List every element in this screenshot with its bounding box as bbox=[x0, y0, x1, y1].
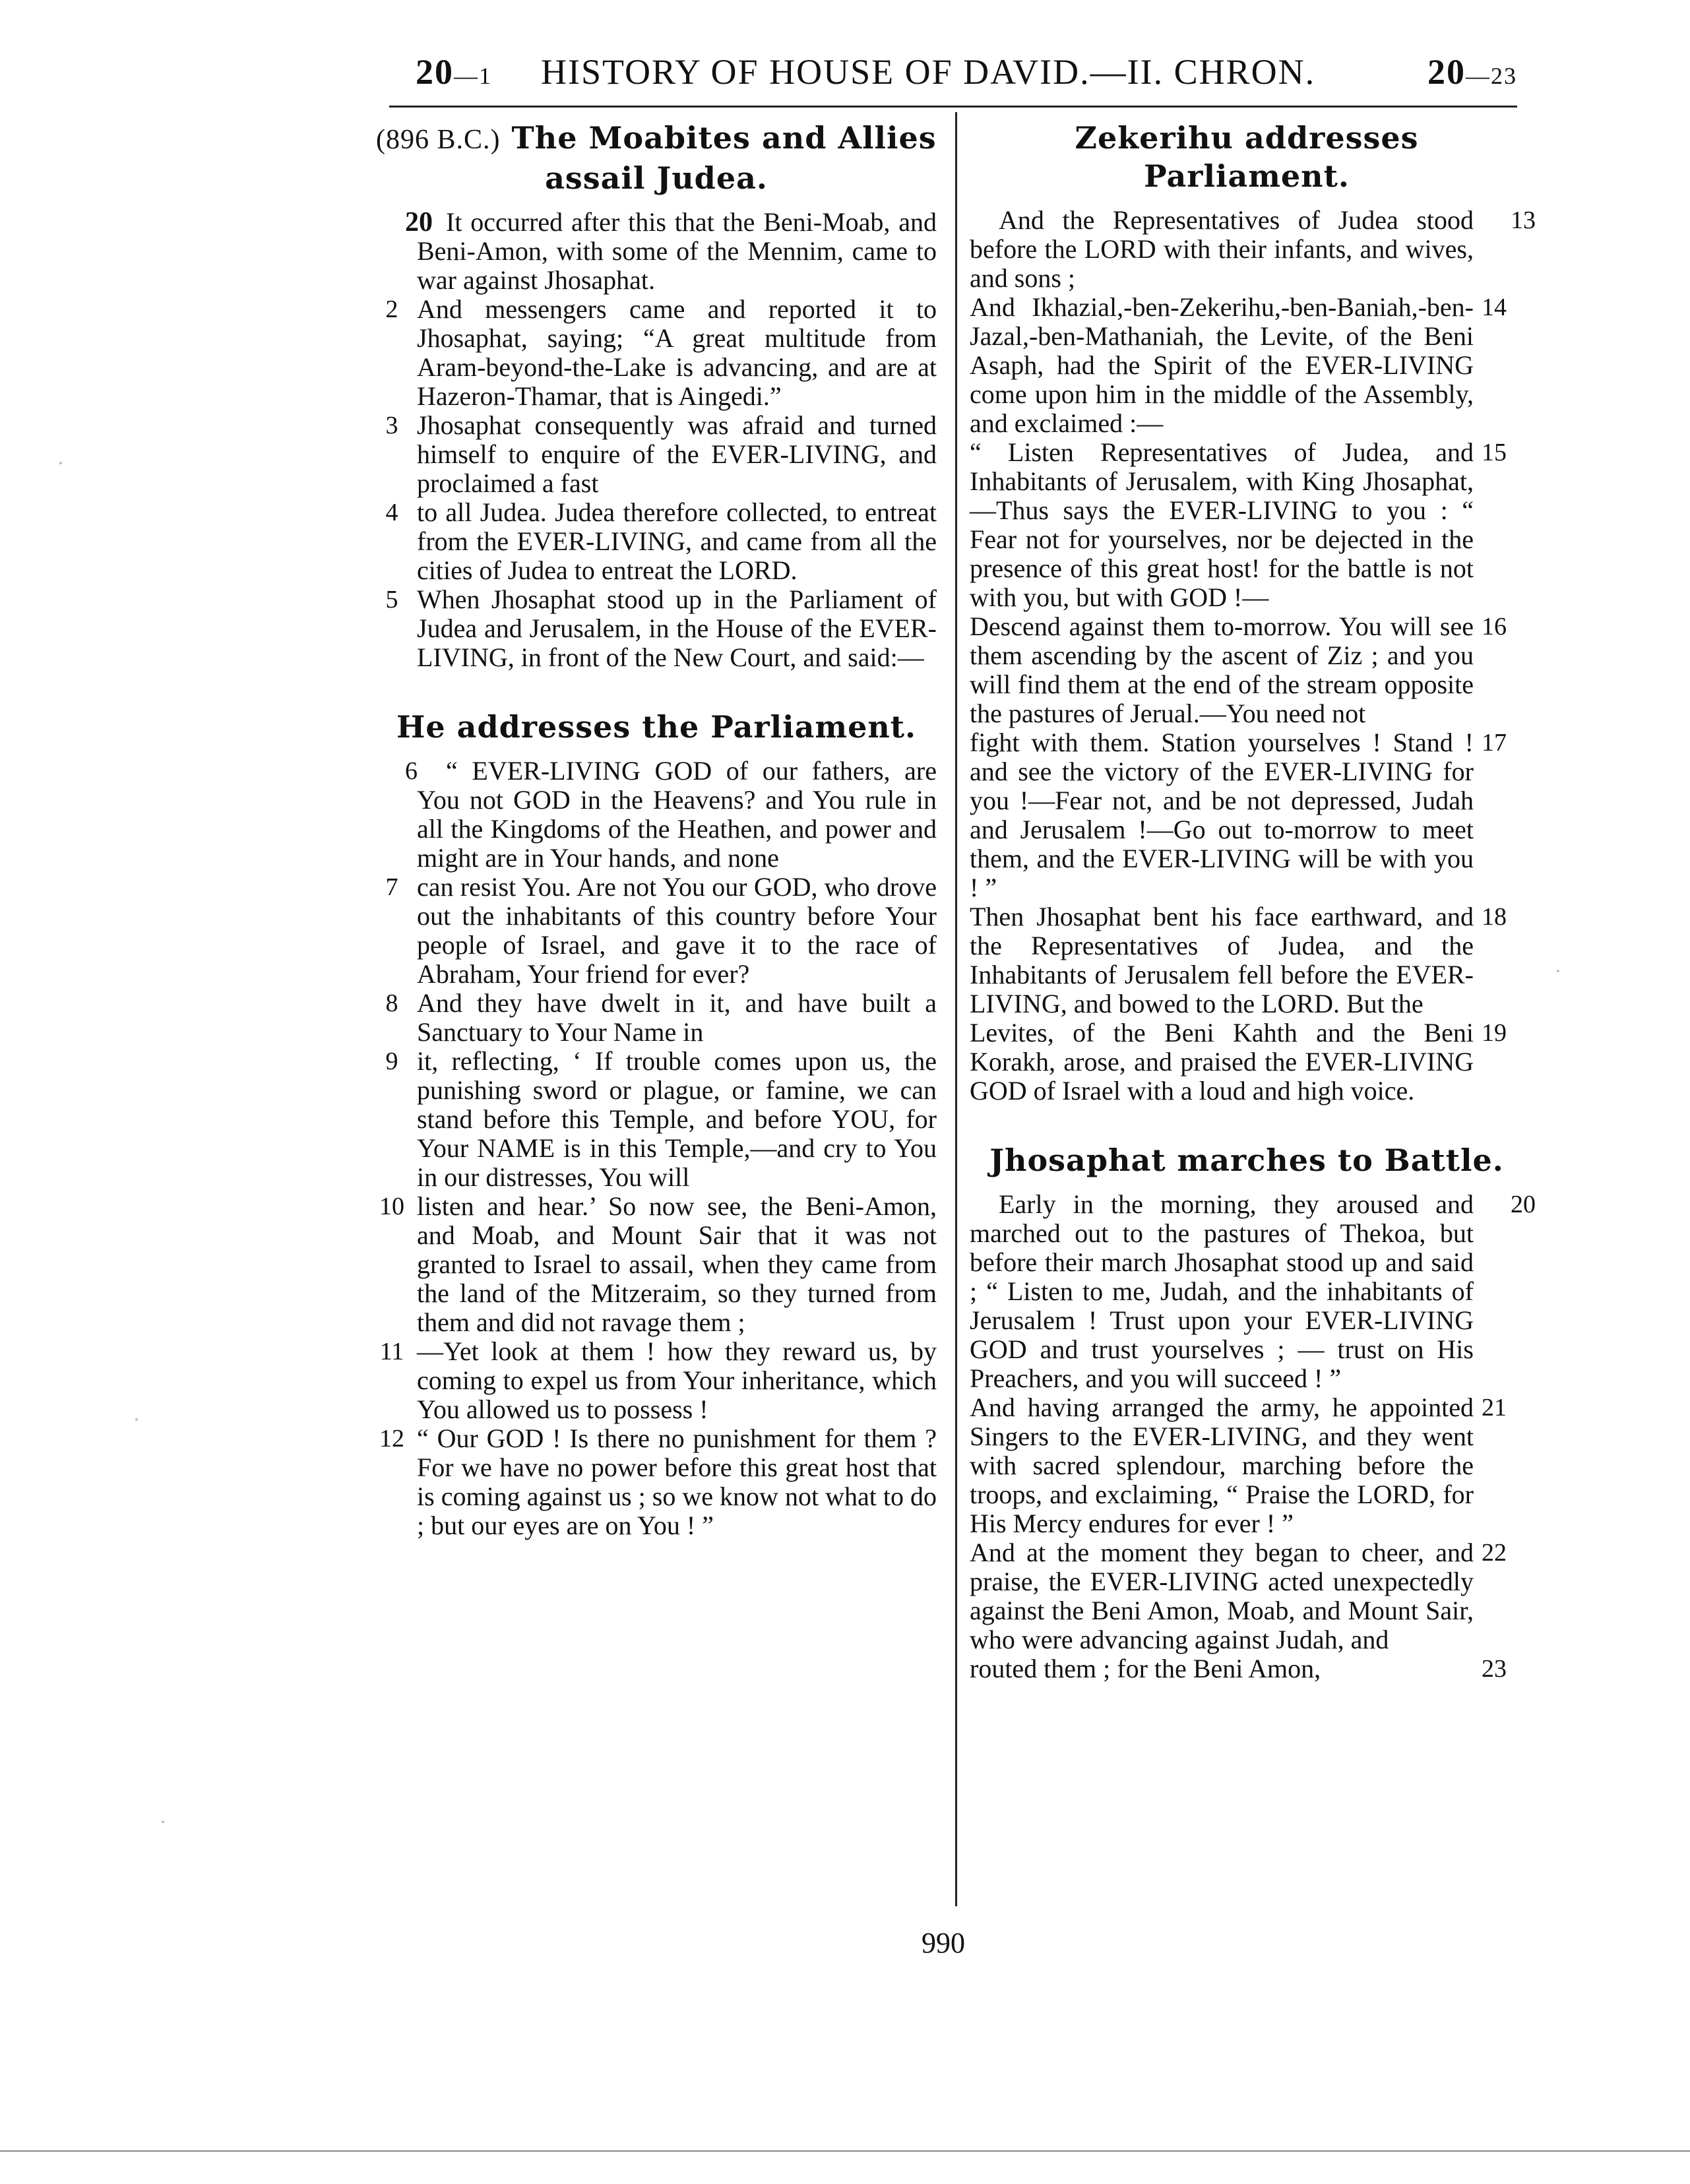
heading-date: (896 B.C.) bbox=[376, 125, 501, 155]
heading-title-line2: assail Judea. bbox=[545, 160, 768, 196]
verse-text: “ Listen Representatives of Judea, and Inhabitants of Jerusalem, with King Jhosaphat,—Thus says the EVER-LIVING to you : “ Fear not for yourselves, nor be dejected in the presence of this great host! for the battle is not with you, but with GOD !— bbox=[970, 437, 1474, 612]
verse-text: routed them ; for the Beni Amon, bbox=[970, 1654, 1321, 1683]
verse bbox=[376, 1192, 937, 1337]
verse bbox=[970, 438, 1524, 612]
verse-number: 19 bbox=[1482, 1019, 1507, 1047]
verse-text: And they have dwelt in it, and have built a Sanctuary to Your Name in bbox=[417, 988, 937, 1047]
verse-number: 15 bbox=[1482, 439, 1507, 466]
verse-text: Jhosaphat consequently was afraid and turned himself to enquire of the EVER-LIVING, and proclaimed a fast bbox=[417, 410, 937, 498]
verse-text: And Ikhazial,-ben-Zekerihu,-ben-Baniah,-ben-Jazal,-ben-Mathaniah, the Levite, of the Beni Asaph, had the Spirit of the EVER-LIVING come upon him in the middle of the Assembly, and exclaimed :— bbox=[970, 292, 1474, 438]
verse-text: When Jhosaphat stood up in the Parliament of Judea and Jerusalem, in the House of the EVER-LIVING, in front of the New Court, and said:— bbox=[417, 584, 937, 672]
verse-text: “ Our GOD ! Is there no punishment for them ? For we have no power before this great host that is coming against us ; so we know not what to do ; but our eyes are on You ! ” bbox=[417, 1423, 937, 1540]
verse-text: And at the moment they began to cheer, and praise, the EVER-LIVING acted unexpectedly against the Beni Amon, Moab, and Mount Sair, who were advancing against Judah, and bbox=[970, 1538, 1474, 1654]
page-number: 990 bbox=[922, 1927, 965, 1959]
verse bbox=[970, 1393, 1524, 1538]
verse-number: 20 bbox=[1511, 1191, 1536, 1218]
heading-title: The Moabites and Allies bbox=[511, 120, 937, 156]
right-column bbox=[970, 119, 1536, 1683]
verse-list bbox=[970, 1189, 1536, 1683]
column-divider bbox=[955, 112, 957, 1906]
verse-number: 4 bbox=[385, 499, 398, 526]
scan-speck bbox=[135, 1418, 138, 1421]
verse bbox=[376, 208, 937, 295]
header-left-reference: 20—1 bbox=[416, 52, 492, 92]
verse-number: 23 bbox=[1482, 1655, 1507, 1683]
verse bbox=[376, 1047, 937, 1192]
verse-text: listen and hear.’ So now see, the Beni-Amon, and Moab, and Mount Sair that it was not granted to Israel to assail, when they came from the land of the Mitzeraim, so they turned from them and did not ravage them ; bbox=[417, 1191, 937, 1337]
verse-number: 22 bbox=[1482, 1539, 1507, 1567]
verse bbox=[376, 1424, 937, 1540]
verse-number: 5 bbox=[385, 586, 398, 613]
verse-number: 6 bbox=[405, 757, 418, 785]
verse-number: 12 bbox=[379, 1425, 404, 1452]
verse-number: 10 bbox=[379, 1193, 404, 1220]
verse-number: 13 bbox=[1511, 206, 1536, 234]
verse-text: —Yet look at them ! how they reward us, by coming to expel us from Your inheritance, which You allowed us to possess ! bbox=[417, 1336, 937, 1424]
verse-number: 17 bbox=[1482, 729, 1507, 757]
left-column bbox=[376, 119, 937, 1540]
verse bbox=[970, 902, 1524, 1018]
verse-number: 16 bbox=[1482, 613, 1507, 640]
verse-number: 7 bbox=[385, 873, 398, 901]
verse-number: 2 bbox=[385, 296, 398, 323]
verse-text: And messengers came and reported it to Jhosaphat, saying; “A great multitude from Aram-beyond-the-Lake is advancing, and are at Hazeron-Thamar, that is Aingedi.” bbox=[417, 294, 937, 411]
verse bbox=[376, 585, 937, 672]
verse-text: Levites, of the Beni Kahth and the Beni Korakh, arose, and praised the EVER-LIVING GOD of Israel with a loud and high voice. bbox=[970, 1018, 1474, 1106]
verse-text: And having arranged the army, he appointed Singers to the EVER-LIVING, and they went with sacred splendour, marching before the troops, and exclaiming, “ Praise the LORD, for His Mercy endures for ever ! ” bbox=[970, 1392, 1474, 1538]
verse-text: “ EVER-LIVING GOD of our fathers, are You not GOD in the Heavens? and You rule in all the Kingdoms of the Heathen, and power and might are in Your hands, and none bbox=[417, 756, 937, 873]
verse-number: 11 bbox=[379, 1338, 404, 1365]
verse-text: Early in the morning, they aroused and marched out to the pastures of Thekoa, but before their march Jhosaphat stood up and said ; “ Listen to me, Judah, and the inhabitants of Jerusalem ! Trust upon your EVER-LIVING GOD and trust yourselves ; — trust on His Preachers, and you will succeed ! ” bbox=[970, 1189, 1474, 1393]
verse bbox=[376, 295, 937, 411]
scan-speck bbox=[59, 462, 62, 464]
verse bbox=[970, 1654, 1524, 1683]
verse bbox=[376, 411, 937, 498]
verse-text: Then Jhosaphat bent his face earthward, and the Representatives of Judea, and the Inhabitants of Jerusalem fell before the EVER-LIVING, and bowed to the LORD. But the bbox=[970, 902, 1474, 1018]
verse-number: 18 bbox=[1482, 903, 1507, 931]
verse bbox=[970, 1538, 1524, 1654]
verse bbox=[970, 612, 1524, 728]
verse bbox=[376, 989, 937, 1047]
verse-text: it, reflecting, ‘ If trouble comes upon us, the punishing sword or plague, or famine, we can stand before this Temple, and before YOU, for Your NAME is in this Temple,—and cry to You in our distresses, You will bbox=[417, 1046, 937, 1192]
verse-text: to all Judea. Judea therefore collected, to entreat from the EVER-LIVING, and came from all the cities of Judea to entreat the LORD. bbox=[417, 497, 937, 585]
verse bbox=[376, 873, 937, 989]
verse bbox=[376, 498, 937, 585]
verse-text: It occurred after this that the Beni-Moab, and Beni-Amon, with some of the Mennim, came to war against Jhosaphat. bbox=[417, 207, 937, 295]
header-right-reference: 20—23 bbox=[1427, 52, 1517, 92]
scan-speck bbox=[162, 1821, 164, 1823]
verse-list bbox=[970, 205, 1536, 1106]
section-heading-parliament: He addresses the Parliament. bbox=[396, 709, 917, 745]
verse-text: And the Representatives of Judea stood before the LORD with their infants, and wives, and sons ; bbox=[970, 205, 1474, 293]
verse bbox=[970, 1018, 1524, 1106]
verse-number: 21 bbox=[1482, 1394, 1507, 1421]
running-header bbox=[389, 46, 1517, 100]
verse-text: Descend against them to-morrow. You will see them ascending by the ascent of Ziz ; and you will find them at the end of the stream opposite the pastures of Jerual.—You need not bbox=[970, 611, 1474, 728]
scan-edge-rule bbox=[0, 2150, 1690, 2152]
scan-speck bbox=[1557, 970, 1559, 972]
verse-list bbox=[376, 757, 937, 1540]
section-heading-zekerihu: Zekerihu addresses Parliament. bbox=[1075, 120, 1419, 194]
verse-number: 3 bbox=[385, 412, 398, 439]
verse bbox=[376, 757, 937, 873]
verse bbox=[970, 205, 1536, 293]
verse-number: 14 bbox=[1482, 294, 1507, 321]
section-heading-battle: Jhosaphat marches to Battle. bbox=[989, 1142, 1504, 1178]
header-title: HISTORY OF HOUSE OF DAVID.—II. CHRON. bbox=[541, 52, 1316, 92]
header-rule bbox=[389, 106, 1517, 108]
verse bbox=[376, 1337, 937, 1424]
section-heading-moabites bbox=[376, 119, 937, 197]
verse-text: fight with them. Station yourselves ! Stand ! and see the victory of the EVER-LIVING for you !—Fear not, and be not depressed, Judah and Jerusalem !—Go out to-morrow to meet them, and the EVER-LIVING will be with you ! ” bbox=[970, 728, 1474, 902]
verse bbox=[970, 728, 1524, 902]
verse-text: can resist You. Are not You our GOD, who drove out the inhabitants of this country before Your people of Israel, and gave it to the race of Abraham, Your friend for ever? bbox=[417, 872, 937, 989]
verse-number: 20 bbox=[405, 207, 433, 237]
verse bbox=[970, 1189, 1536, 1393]
verse-list bbox=[376, 208, 937, 672]
verse bbox=[970, 293, 1524, 438]
verse-number: 9 bbox=[385, 1047, 398, 1075]
verse-number: 8 bbox=[385, 989, 398, 1017]
